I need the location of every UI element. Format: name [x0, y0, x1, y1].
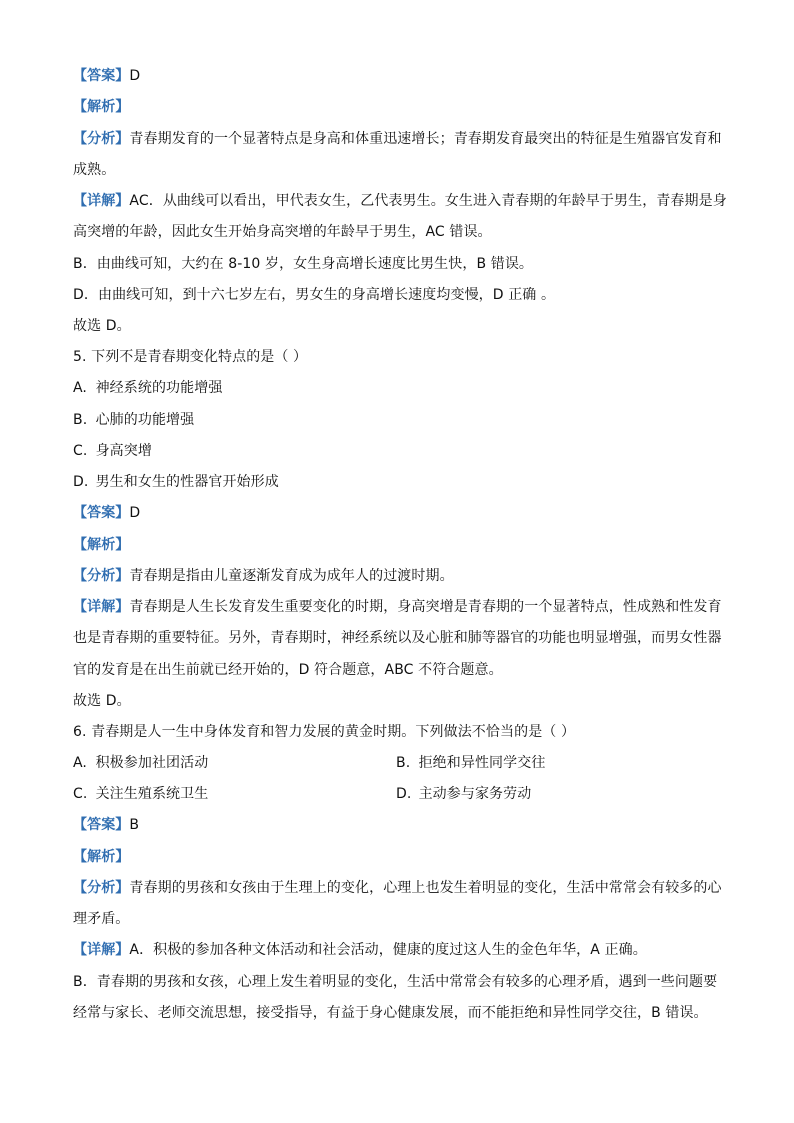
option-text: 拒绝和异性同学交往: [418, 755, 546, 771]
q6-option-b-explanation-1: [73, 972, 723, 992]
q5-conclusion: [73, 691, 723, 711]
q6-option-c: [73, 784, 373, 804]
q4-fenxi-line-2: [73, 160, 723, 180]
option-text: 心肺的功能增强: [95, 412, 195, 428]
xiangjie-tag: 【详解】: [73, 193, 130, 209]
option-letter: A.: [73, 380, 87, 396]
analysis-bracket-left: 【: [73, 537, 88, 553]
q4-xiangjie-line-2: [73, 222, 723, 242]
option-letter: C.: [73, 786, 88, 802]
answer-value: B: [129, 817, 140, 833]
question-text: 5. 下列不是青春期变化特点的是（ ）: [73, 349, 308, 365]
option-letter: A.: [73, 755, 87, 771]
q6-question: [73, 722, 723, 742]
q4-fenxi-line-1: [73, 129, 723, 149]
xiangjie-tag: 【详解】: [73, 599, 130, 615]
option-text: 男生和女生的性器官开始形成: [95, 474, 279, 490]
explanation-text: B．青春期的男孩和女孩，心理上发生着明显的变化，生活中常常会有较多的心理矛盾，遇到一些问题要: [73, 974, 718, 990]
q5-option-d: [73, 472, 723, 492]
analysis-bracket-right: 】: [115, 849, 130, 865]
analysis-bracket-left: 【: [73, 99, 88, 115]
option-text: 积极参加社团活动: [95, 755, 209, 771]
q5-question: [73, 347, 723, 367]
xiangjie-text: 高突增的年龄，因此女生开始身高突增的年龄早于男生，AC 错误。: [73, 224, 492, 240]
option-letter: C.: [73, 443, 88, 459]
fenxi-text: 成熟。: [73, 162, 116, 178]
fenxi-text: 青春期的男孩和女孩由于生理上的变化，心理上也发生着明显的变化，生活中常常会有较多的心: [129, 880, 722, 896]
fenxi-tag: 【分析】: [73, 568, 130, 584]
xiangjie-tag: 【详解】: [73, 942, 130, 958]
answer-value: D: [129, 68, 141, 84]
q6-analysis-heading: [73, 847, 723, 867]
explanation-text: B．由曲线可知，大约在 8-10 岁，女生身高增长速度比男生快，B 错误。: [73, 256, 534, 272]
fenxi-text: 青春期发育的一个显著特点是身高和体重迅速增长；青春期发育最突出的特征是生殖器官发育和: [129, 131, 722, 147]
fenxi-tag: 【分析】: [73, 131, 130, 147]
q5-option-a: [73, 378, 723, 398]
q6-xiangjie-line-1: [73, 940, 723, 960]
answer-tag: 【答案】: [73, 817, 130, 833]
analysis-label: 解析: [87, 537, 116, 553]
explanation-text: 经常与家长、老师交流思想，接受指导，有益于身心健康发展，而不能拒绝和异性同学交往，B 错误。: [73, 1005, 708, 1021]
answer-tag: 【答案】: [73, 505, 130, 521]
analysis-label: 解析: [87, 849, 116, 865]
xiangjie-text: 也是青春期的重要特征。另外，青春期时，神经系统以及心脏和肺等器官的功能也明显增强，而男女性器: [73, 630, 722, 646]
q4-xiangjie-line-1: [73, 191, 727, 211]
analysis-bracket-left: 【: [73, 849, 88, 865]
analysis-label: 解析: [87, 99, 116, 115]
xiangjie-text: 青春期是人生长发育发生重要变化的时期，身高突增是青春期的一个显著特点，性成熟和性发育: [129, 599, 722, 615]
answer-value: D: [129, 505, 141, 521]
fenxi-text: 青春期是指由儿童逐渐发育成为成年人的过渡时期。: [129, 568, 454, 584]
q5-xiangjie-line-1: [73, 597, 723, 617]
analysis-bracket-right: 】: [115, 99, 130, 115]
answer-tag: 【答案】: [73, 68, 130, 84]
q5-option-c: [73, 441, 723, 461]
q4-conclusion: [73, 316, 723, 336]
option-text: 主动参与家务劳动: [418, 786, 532, 802]
q5-xiangjie-line-2: [73, 628, 723, 648]
q4-option-d-explanation: [73, 285, 723, 305]
q6-answer-line: [73, 815, 723, 835]
analysis-bracket-right: 】: [115, 537, 130, 553]
q6-option-b-explanation-2: [73, 1003, 723, 1023]
q4-answer-line: [73, 66, 723, 86]
option-text: 关注生殖系统卫生: [95, 786, 209, 802]
option-letter: D.: [73, 474, 89, 490]
q4-analysis-heading: [73, 97, 723, 117]
fenxi-text: 理矛盾。: [73, 911, 130, 927]
conclusion-text: 故选 D。: [73, 693, 131, 709]
xiangjie-text: 官的发育是在出生前就已经开始的，D 符合题意，ABC 不符合题意。: [73, 662, 503, 678]
option-letter: B.: [73, 412, 88, 428]
q6-option-d: [396, 784, 696, 804]
q5-xiangjie-line-3: [73, 660, 723, 680]
xiangjie-text: AC．从曲线可以看出，甲代表女生，乙代表男生。女生进入青春期的年龄早于男生，青春期是身: [129, 193, 727, 209]
option-letter: B.: [396, 755, 411, 771]
explanation-text: D．由曲线可知，到十六七岁左右，男女生的身高增长速度均变慢，D 正确 。: [73, 287, 556, 303]
q5-fenxi-line: [73, 566, 723, 586]
q6-fenxi-line-2: [73, 909, 723, 929]
option-letter: D.: [396, 786, 412, 802]
q6-option-b: [396, 753, 696, 773]
q5-analysis-heading: [73, 535, 723, 555]
q5-option-b: [73, 410, 723, 430]
conclusion-text: 故选 D。: [73, 318, 131, 334]
q5-answer-line: [73, 503, 723, 523]
fenxi-tag: 【分析】: [73, 880, 130, 896]
q6-fenxi-line-1: [73, 878, 723, 898]
xiangjie-text: A．积极的参加各种文体活动和社会活动，健康的度过这人生的金色年华，A 正确。: [129, 942, 647, 958]
option-text: 神经系统的功能增强: [95, 380, 223, 396]
q4-option-b-explanation: [73, 254, 723, 274]
question-text: 6. 青春期是人一生中身体发育和智力发展的黄金时期。下列做法不恰当的是（ ）: [73, 724, 576, 740]
option-text: 身高突增: [95, 443, 152, 459]
q6-option-a: [73, 753, 373, 773]
